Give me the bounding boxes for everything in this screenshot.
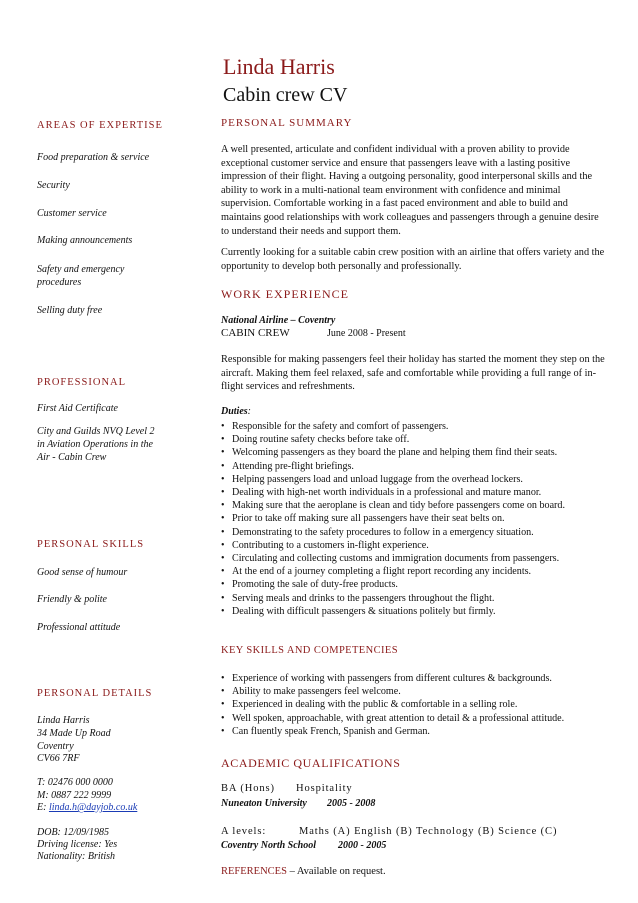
details-address: 34 Made Up Road xyxy=(37,728,111,739)
summary-goal: Currently looking for a suitable cabin crew position with an airline that offers variety and the opportunity to develop both personally and professionally. xyxy=(221,247,605,272)
details-dob: DOB: 12/09/1985 xyxy=(37,827,109,838)
summary-paragraph: A well presented, articulate and confident individual with a proven ability to provide exceptional customer service and ensure that passengers leave with a lasting positive impression of their flight. Having a outgoing personality, good interpersonal skills and the ability to work in a multi-national team environment with confidence and minimal supervision. Comfortable working in a fast paced environment and able to build and maintains good relationships with work colleagues and passengers through a genuine desire to understand their needs and support them. xyxy=(221,144,599,237)
details-name: Linda Harris xyxy=(37,715,90,726)
expertise-item: Safety and emergency procedures xyxy=(37,264,125,288)
skills-heading: PERSONAL SKILLS xyxy=(37,539,145,550)
duty-item: • At the end of a journey completing a flight report recording any incidents. xyxy=(221,565,611,578)
duty-item: • Dealing with difficult passengers & situations politely but firmly. xyxy=(221,605,611,618)
cv-name: Linda Harris xyxy=(223,54,335,79)
email-link[interactable]: linda.h@dayjob.co.uk xyxy=(48,802,138,813)
job-title: CABIN CREW xyxy=(221,327,290,339)
duty-item: • Prior to take off making sure all passengers have their seat belts on. xyxy=(221,512,611,525)
duty-item: • Doing routine safety checks before take off. xyxy=(221,433,611,446)
skill-item: Friendly & polite xyxy=(37,594,107,605)
duty-item: • Promoting the sale of duty-free products. xyxy=(221,578,611,591)
details-mobile: M: 0887 222 9999 xyxy=(37,790,112,801)
degree-subject: Hospitality xyxy=(296,783,353,794)
expertise-item: Food preparation & service xyxy=(37,152,150,163)
summary-heading: PERSONAL SUMMARY xyxy=(221,117,353,129)
duty-item: • Responsible for the safety and comfort of passengers. xyxy=(221,420,611,433)
duty-item: • Demonstrating to the safety procedures to follow in a emergency situation. xyxy=(221,526,611,539)
duties-label-row xyxy=(221,406,251,417)
key-skill-item: • Can fluently speak French, Spanish and German. xyxy=(221,725,611,738)
academic-heading: ACADEMIC QUALIFICATIONS xyxy=(221,756,401,770)
details-heading: PERSONAL DETAILS xyxy=(37,688,153,699)
details-email-row xyxy=(37,801,177,814)
job-dates: June 2008 - Present xyxy=(327,328,406,339)
school: Coventry North School xyxy=(221,840,317,851)
details-nationality: Nationality: British xyxy=(37,851,116,862)
university: Nuneaton University xyxy=(221,798,307,809)
professional-item: City and Guilds NVQ Level 2 in Aviation Operations in the Air - Cabin Crew xyxy=(37,426,155,463)
skill-item: Professional attitude xyxy=(37,622,121,633)
university-dates: 2005 - 2008 xyxy=(327,798,376,809)
key-skill-item: • Ability to make passengers feel welcome. xyxy=(221,685,611,698)
key-skill-item: • Experienced in dealing with the public & comfortable in a selling role. xyxy=(221,698,611,711)
duty-item: • Serving meals and drinks to the passengers throughout the flight. xyxy=(221,592,611,605)
duty-item: • Helping passengers load and unload luggage from the overhead lockers. xyxy=(221,473,611,486)
key-skills-list xyxy=(221,672,611,738)
work-heading: WORK EXPERIENCE xyxy=(221,287,349,301)
alevel-subjects: Maths (A) English (B) Technology (B) Science (C) xyxy=(299,826,558,837)
expertise-item: Selling duty free xyxy=(37,305,103,316)
expertise-heading: AREAS OF EXPERTISE xyxy=(37,120,163,131)
details-phone: T: 02476 000 0000 xyxy=(37,777,113,788)
duties-label: Duties xyxy=(221,406,248,417)
key-skill-item: • Well spoken, approachable, with great attention to detail & a professional attitude. xyxy=(221,712,611,725)
references-heading: REFERENCES xyxy=(221,866,287,877)
details-driving: Driving license: Yes xyxy=(37,839,118,850)
skill-item: Good sense of humour xyxy=(37,567,128,578)
details-city: Coventry xyxy=(37,741,74,752)
key-skill-item: • Experience of working with passengers from different cultures & backgrounds. xyxy=(221,672,611,685)
references-row xyxy=(221,866,386,877)
professional-item: First Aid Certificate xyxy=(37,403,118,414)
email-prefix: E: xyxy=(37,802,49,813)
employer: National Airline – Coventry xyxy=(221,315,336,326)
duty-item: • Dealing with high-net worth individuals in a professional and mature manor. xyxy=(221,486,611,499)
references-text: – Available on request. xyxy=(286,866,386,877)
expertise-item: Customer service xyxy=(37,208,107,219)
school-dates: 2000 - 2005 xyxy=(338,840,387,851)
expertise-item: Making announcements xyxy=(37,235,133,246)
duties-list xyxy=(221,420,611,618)
duties-colon: : xyxy=(247,406,252,417)
duty-item: • Welcoming passengers as they board the plane and helping them find their seats. xyxy=(221,446,611,459)
job-description: Responsible for making passengers feel their holiday has started the moment they step on the aircraft. Making them feel relaxed, safe and comfortable while providing a full range of in-flight services and refreshments. xyxy=(221,354,605,393)
key-skills-heading: KEY SKILLS AND COMPETENCIES xyxy=(221,645,398,656)
expertise-item: Security xyxy=(37,180,70,191)
cv-subtitle: Cabin crew CV xyxy=(223,84,348,106)
duty-item: • Circulating and collecting customs and immigration documents from passengers. xyxy=(221,552,611,565)
duty-item: • Attending pre-flight briefings. xyxy=(221,460,611,473)
professional-heading: PROFESSIONAL xyxy=(37,377,127,388)
alevels-label: A levels: xyxy=(221,826,267,837)
details-postcode: CV66 7RF xyxy=(37,753,80,764)
duty-item: • Contributing to a customers in-flight experience. xyxy=(221,539,611,552)
degree: BA (Hons) xyxy=(221,783,275,794)
duty-item: • Making sure that the aeroplane is clean and tidy before passengers come on board. xyxy=(221,499,611,512)
